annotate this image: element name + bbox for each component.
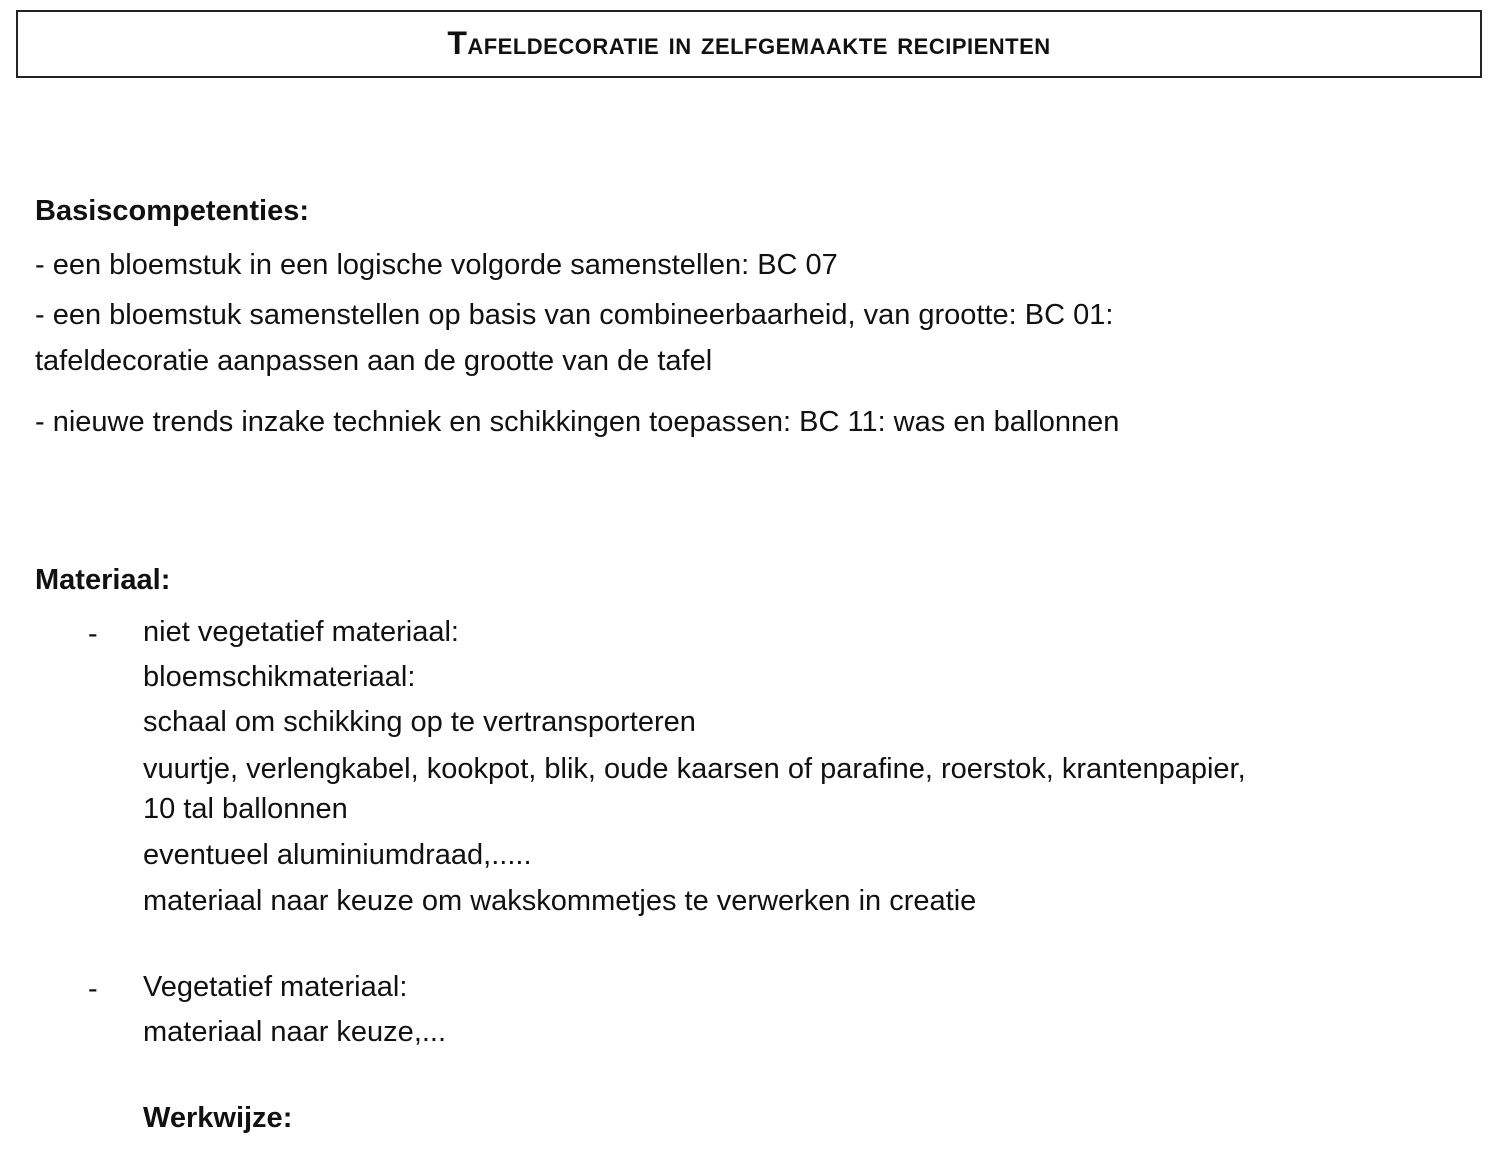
title-box bbox=[16, 10, 1482, 78]
materiaal-line: eventueel aluminiumdraad,..... bbox=[143, 839, 532, 871]
page-title: Tafeldecoratie in zelfgemaakte recipienten bbox=[447, 25, 1051, 61]
basiscompetentie-line: - een bloemstuk samenstellen op basis van combineerbaarheid, van grootte: BC 01: bbox=[35, 299, 1114, 331]
materiaal-line: materiaal naar keuze,... bbox=[143, 1016, 447, 1048]
list-dash: - bbox=[88, 973, 98, 1005]
materiaal-line: vuurtje, verlengkabel, kookpot, blik, oude kaarsen of parafine, roerstok, krantenpapier, bbox=[143, 753, 1246, 785]
materiaal-line: 10 tal ballonnen bbox=[143, 793, 348, 825]
basiscompetenties-heading: Basiscompetenties: bbox=[35, 195, 309, 227]
basiscompetentie-line: - nieuwe trends inzake techniek en schikkingen toepassen: BC 11: was en ballonnen bbox=[35, 406, 1120, 438]
materiaal-heading: Materiaal: bbox=[35, 564, 171, 596]
materiaal-line: materiaal naar keuze om wakskommetjes te verwerken in creatie bbox=[143, 885, 977, 917]
materiaal-line: niet vegetatief materiaal: bbox=[143, 616, 459, 648]
basiscompetentie-line: tafeldecoratie aanpassen aan de grootte van de tafel bbox=[35, 345, 713, 377]
list-dash: - bbox=[88, 618, 98, 650]
materiaal-line: Vegetatief materiaal: bbox=[143, 971, 408, 1003]
werkwijze-heading: Werkwijze: bbox=[143, 1102, 293, 1134]
materiaal-line: schaal om schikking op te vertransporteren bbox=[143, 706, 696, 738]
basiscompetentie-line: - een bloemstuk in een logische volgorde samenstellen: BC 07 bbox=[35, 249, 838, 281]
materiaal-line: bloemschikmateriaal: bbox=[143, 661, 416, 693]
